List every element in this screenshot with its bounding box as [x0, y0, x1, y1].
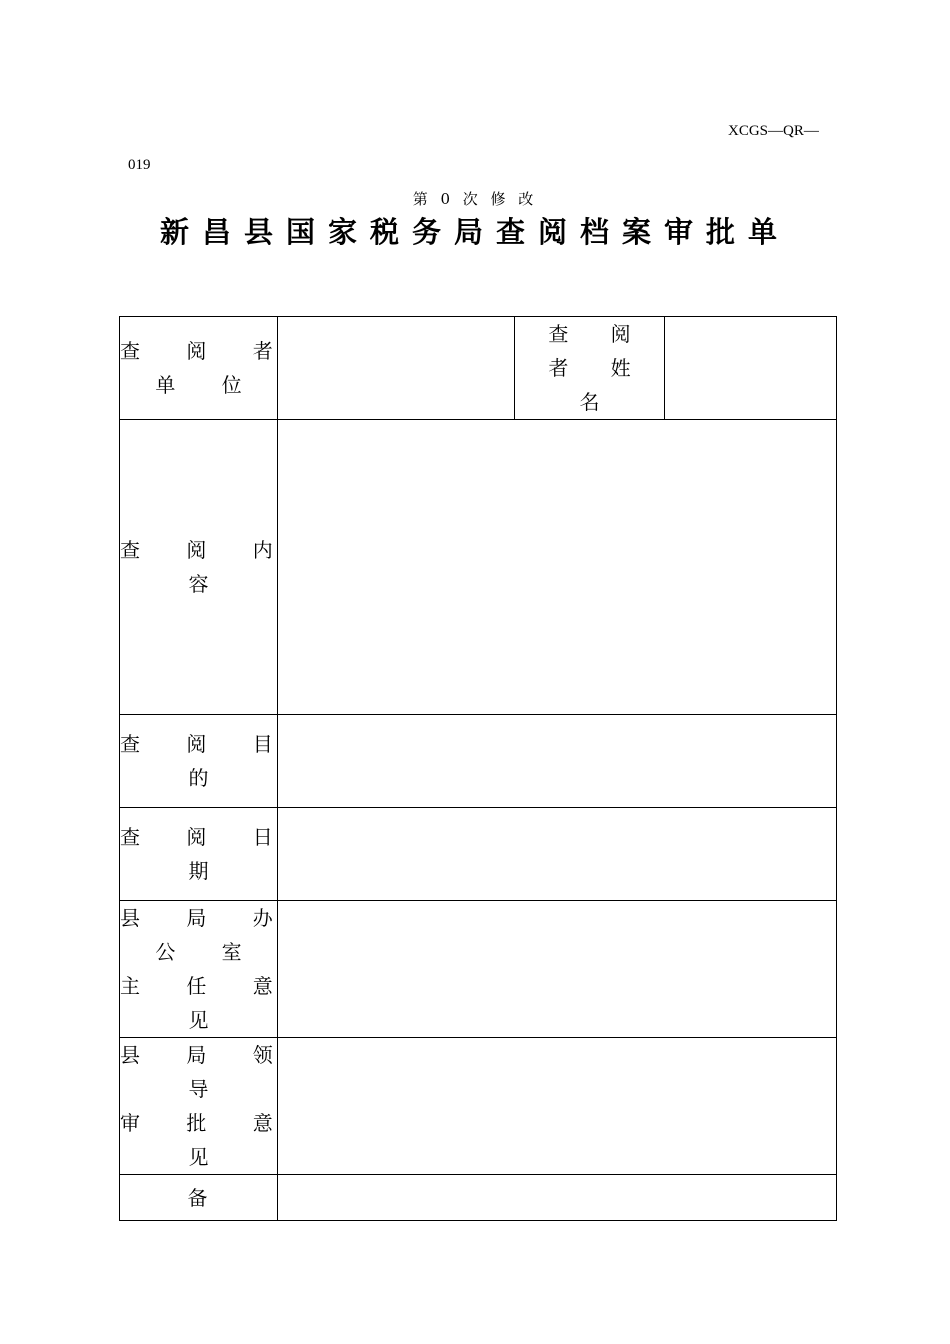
remarks-field[interactable] — [278, 1175, 837, 1221]
purpose-field[interactable] — [278, 715, 837, 808]
form-row-content — [120, 420, 837, 715]
form-row-purpose — [120, 715, 837, 808]
purpose-label-line: 查 阅 目 — [120, 732, 293, 756]
name-label-line: 查 阅 — [548, 322, 649, 346]
form-row-remarks — [120, 1175, 837, 1221]
page-title: 新昌县国家税务局查阅档案审批单 — [159, 215, 790, 249]
form-row-leader-approval — [120, 1038, 837, 1175]
content-label-line: 容 — [188, 572, 229, 596]
unit-label — [120, 317, 293, 420]
leader-approval-label-line: 审 批 意 — [120, 1111, 293, 1135]
content-label — [120, 420, 293, 715]
office-opinion-label — [120, 901, 293, 1038]
leader-approval-field[interactable] — [278, 1038, 837, 1175]
office-opinion-field[interactable] — [278, 901, 837, 1038]
unit-label-line: 查 阅 者 — [120, 339, 293, 363]
form-row-date — [120, 808, 837, 901]
date-label — [120, 808, 293, 901]
purpose-label — [120, 715, 293, 808]
content-field[interactable] — [278, 420, 837, 715]
approval-form-table — [119, 316, 837, 1221]
name-label — [515, 317, 665, 420]
form-row-office-opinion — [120, 901, 837, 1038]
date-label-line: 查 阅 日 — [120, 825, 293, 849]
leader-approval-label — [120, 1038, 293, 1175]
date-field[interactable] — [278, 808, 837, 901]
name-label-line: 者 姓 — [548, 356, 649, 380]
unit-field[interactable] — [278, 317, 515, 420]
remarks-label-line: 备 — [187, 1185, 208, 1210]
unit-label-line: 单 位 — [155, 373, 262, 397]
name-field[interactable] — [665, 317, 837, 420]
document-code: XCGS—QR— — [728, 123, 819, 139]
leader-approval-label-line: 导 — [188, 1077, 229, 1101]
office-opinion-label-line: 公 室 — [155, 940, 262, 964]
content-label-line: 查 阅 内 — [120, 538, 293, 562]
office-opinion-label-line: 见 — [188, 1008, 229, 1032]
office-opinion-label-line: 主 任 意 — [120, 974, 293, 998]
office-opinion-label-line: 县 局 办 — [120, 906, 293, 930]
remarks-label — [120, 1175, 278, 1221]
purpose-label-line: 的 — [188, 766, 229, 790]
leader-approval-label-line: 县 局 领 — [120, 1043, 293, 1067]
form-row-unit-name — [120, 317, 837, 420]
leader-approval-label-line: 见 — [188, 1145, 229, 1169]
name-label-line: 名 — [579, 390, 618, 414]
document-code-number: 019 — [128, 157, 151, 173]
date-label-line: 期 — [188, 859, 229, 883]
revision-label: 第 0 次 修 改 — [412, 190, 538, 208]
